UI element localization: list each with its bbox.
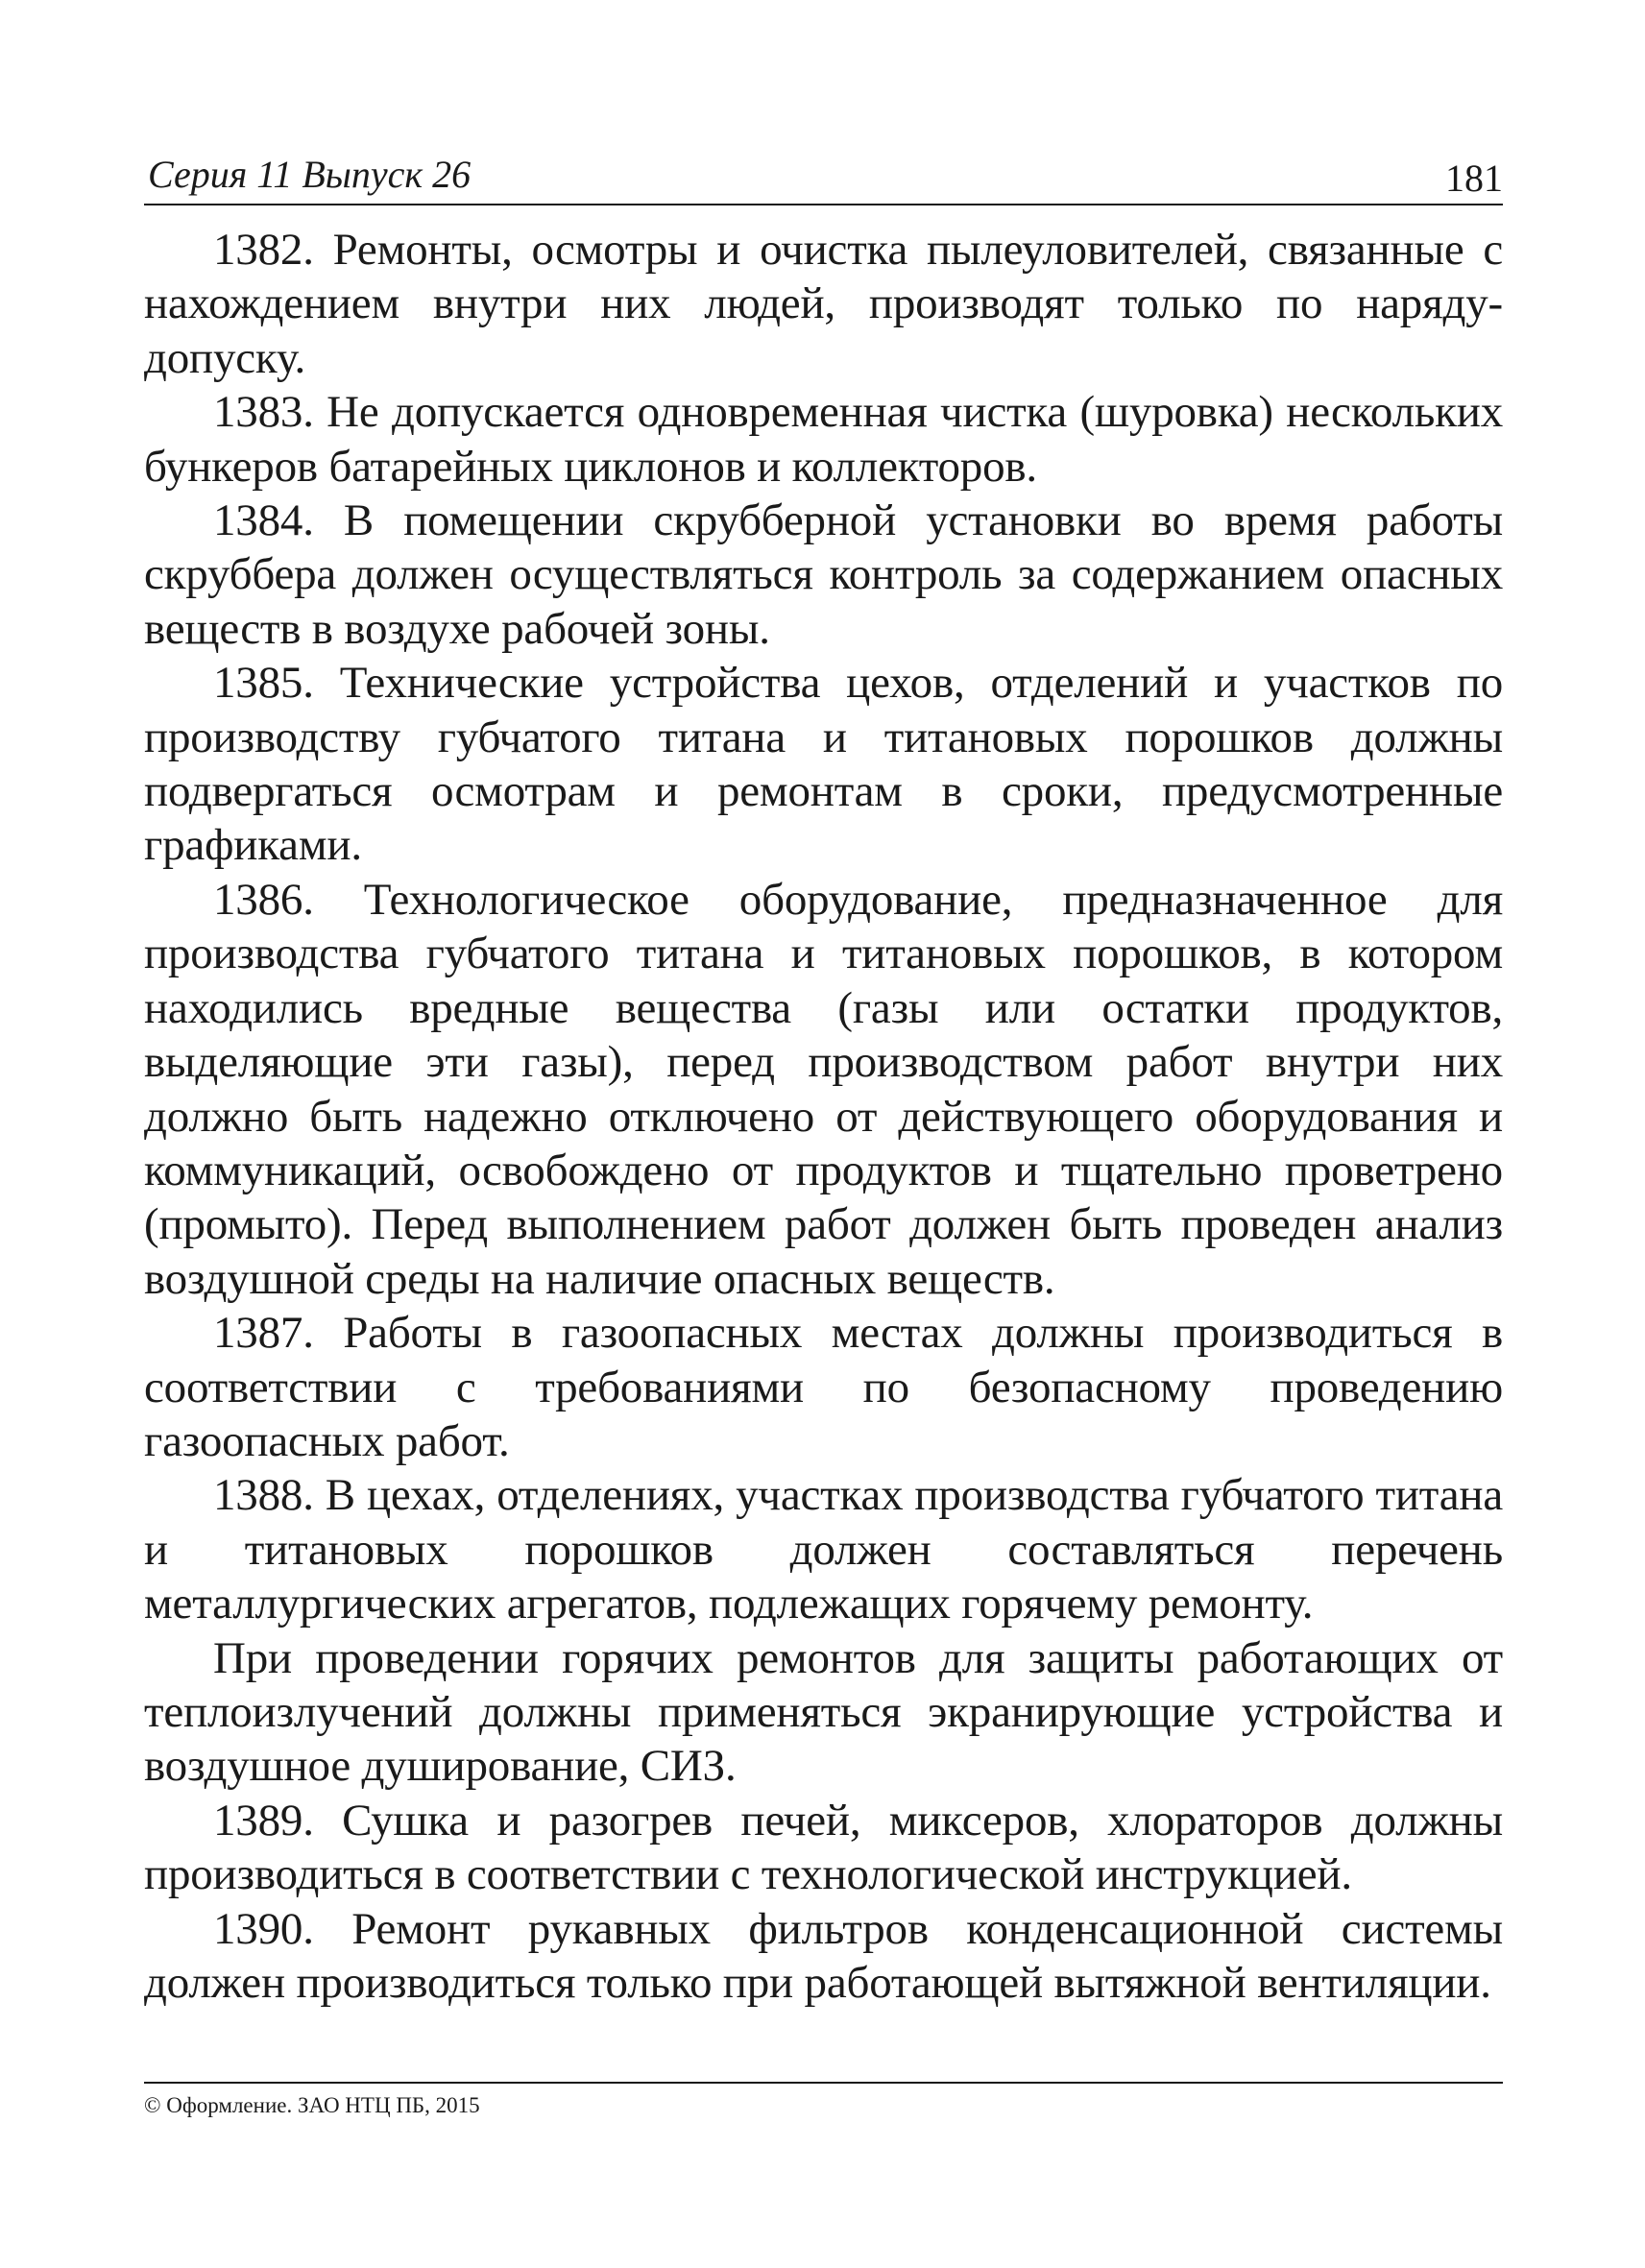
paragraph-1388-continued: При проведении горячих ремонтов для защиты работающих от теплоизлучений должны применяться экранирующие устройства и воздушное душирование, СИЗ. <box>144 1632 1503 1792</box>
running-header <box>144 144 1503 205</box>
document-page <box>144 144 1503 2141</box>
page-footer <box>144 2082 1503 2118</box>
paragraph-1382: 1382. Ремонты, осмотры и очистка пылеуловителей, связанные с нахождением внутри них людей, производят только по наряду-допуску. <box>144 225 1503 383</box>
paragraph-1389: 1389. Сушка и разогрев печей, миксеров, хлораторов должны производиться в соответствии с технологической инструкцией. <box>144 1795 1503 1900</box>
paragraph-1383: 1383. Не допускается одновременная чистка (шуровка) нескольких бункеров батарейных циклонов и коллекторов. <box>144 387 1503 492</box>
paragraph-1388: 1388. В цехах, отделениях, участках производства губчатого титана и титановых порошков должен составляться перечень металлургических агрегатов, подлежащих горячему ремонту. <box>144 1470 1503 1629</box>
copyright-notice: © Оформление. ЗАО НТЦ ПБ, 2015 <box>144 2093 480 2117</box>
series-title: Серия 11 Выпуск 26 <box>148 153 472 196</box>
paragraph-1386: 1386. Технологическое оборудование, предназначенное для производства губчатого титана и титановых порошков, в котором находились вредные вещества (газы или остатки продуктов, выделяющие эти газы), перед производством работ внутри них должно быть надежно отключено от действующего оборудования и коммуникаций, освобождено от продуктов и тщательно проветрено (промыто). Перед выполнением работ должен быть проведен анализ воздушной среды на наличие опасных веществ. <box>144 874 1503 1304</box>
paragraph-1387: 1387. Работы в газоопасных местах должны производиться в соответствии с требованиями по безопасному проведению газоопасных работ. <box>144 1308 1503 1466</box>
body-text <box>144 223 1503 2010</box>
paragraph-1384: 1384. В помещении скрубберной установки во время работы скруббера должен осуществляться контроль за содержанием опасных веществ в воздухе рабочей зоны. <box>144 495 1503 654</box>
page-number: 181 <box>1445 157 1503 200</box>
paragraph-1385: 1385. Технические устройства цехов, отделений и участков по производству губчатого титана и титановых порошков должны подвергаться осмотрам и ремонтам в сроки, предусмотренные графиками. <box>144 658 1503 871</box>
paragraph-1390: 1390. Ремонт рукавных фильтров конденсационной системы должен производиться только при работающей вытяжной вентиляции. <box>144 1903 1503 2008</box>
